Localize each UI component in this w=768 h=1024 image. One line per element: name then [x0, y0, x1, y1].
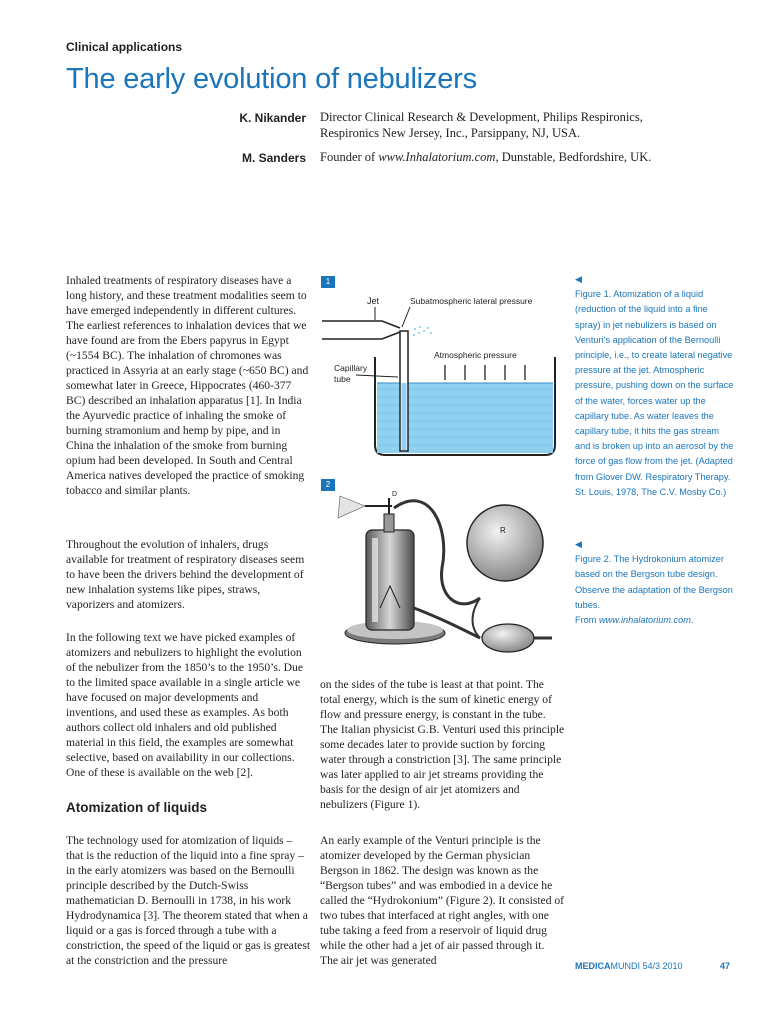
label-tube: tube — [334, 374, 351, 384]
author-affiliation-1 — [320, 109, 680, 141]
article-title: The early evolution of nebulizers — [66, 63, 477, 95]
page-number: 47 — [720, 961, 731, 971]
lateral-pressure-pointer — [402, 307, 410, 327]
caption-text: Figure 1. Atomization of a liquid (reduction of the liquid into a fine spray) in jet nebulizers is based on Venturi’s application of the Bernoulli principle, i.e., to create lateral negative pressure at the jet. Atmospheric pressure, pushing down on the surface of the water, forces water up the capillary tube. As water leaves the capillary tube, it hits the gas stream and is broken up into an aerosol by the force of gas flow from the jet. (Adapted from Glover DW. Respiratory Therapy. St. Louis, 1978, The C.V. Mosby Co.) — [575, 289, 734, 497]
body-paragraph: Inhaled treatments of respiratory diseases have a long history, and these treatment modalities seem to have emerged independently in different cultures. The earliest references to inhalation devices that we have found are from the Ebers papyrus in Egypt (~1554 BC). The inhalation of chromones was practiced in Assyria at an early stage (~650 BC) and somewhat later in Greece, Hippocrates (460-377 BC) described an inhalation apparatus [1]. In India the Ayurvedic practice of inhaling the smoke of burning stramonium and hemp by pipe, and in China the inhalation of the smoke from burning opium had been developed. In South and Central America natives developed the practice of smoking tobacco and similar plants. — [66, 274, 309, 497]
bottle-highlight — [372, 538, 378, 622]
author-name-1: K. Nikander — [239, 111, 306, 125]
body-paragraph: Throughout the evolution of inhalers, drugs available for treatment of respiratory diseases seem to have been the drivers behind the development of new inhalation systems like pipes, straws, vaporizers and atomizers. — [66, 538, 305, 611]
reservoir-balloon — [467, 505, 543, 581]
body-paragraph: The technology used for atomization of liquids – that is the reduction of the liquid into a fine spray – in the early atomizers was based on the Bernoulli principle described by the Dutch-Swiss mathematician D. Bernoulli in 1738, in his work Hydrodynamica [3]. The theorem stated that when a liquid or a gas is forced through a tube with a constriction, the speed of the liquid or gas is greatest at the constriction and the pressure — [66, 834, 311, 967]
website-link[interactable]: www.Inhalatorium.com — [378, 150, 496, 164]
left-triangle-icon: ◀ — [575, 274, 582, 284]
label-atmospheric: Atmospheric pressure — [434, 350, 517, 360]
caption-text: Figure 2. The Hydrokonium atomizer based on the Bergson tube design. Observe the adaptation of the Bergson tubes. — [575, 554, 733, 610]
author-name-2: M. Sanders — [241, 151, 306, 165]
hand-bulb — [482, 624, 534, 652]
section-heading: Atomization of liquids — [66, 800, 207, 815]
figure-2-number-tag: 2 — [321, 479, 335, 491]
capillary-pointer — [356, 375, 398, 377]
affiliation-text: Founder of — [320, 150, 379, 164]
caption-link[interactable]: www.inhalatorium.com — [599, 615, 691, 626]
journal-issue: MUNDI 54/3 2010 — [610, 961, 683, 971]
affiliation-line: Respironics New Jersey, Inc., Parsippany, NJ, USA. — [320, 126, 581, 140]
label-capillary: Capillary — [334, 363, 368, 373]
capillary-water — [402, 383, 407, 450]
body-paragraph: In the following text we have picked examples of atomizers and nebulizers to highlight the evolution of the nebulizer from the 1850’s to the 1950’s. Due to the limited space available in a single article we have focused on major developments and inventions, and used these as examples. As both authors collect old inhalers and old published material in this field, the examples are somewhat selective, based on availability in our collections. One of these is available on the web [2]. — [66, 631, 303, 779]
figure-1-number-tag: 1 — [321, 276, 335, 288]
pressure-arrows — [445, 365, 525, 380]
spray-cone — [338, 496, 365, 518]
label-r: R — [500, 526, 506, 535]
figure-2-illustration — [320, 488, 570, 668]
hose-link — [473, 598, 481, 638]
section-label: Clinical applications — [66, 40, 183, 54]
author-affiliation-2 — [320, 149, 680, 165]
body-paragraph: An early example of the Venturi principle is the atomizer developed by the German physician Bergson in 1862. The design was known as the “Bergson tubes” and was embodied in a device he called the “Hydrokonium” (Figure 2). It consisted of two tubes that interfaced at right angles, with one tube taking a feed from a reservoir of liquid drug while the other had a jet of air passed through it. The air jet was generated — [320, 834, 565, 967]
bottle-cap — [384, 514, 394, 532]
caption-text: From — [575, 615, 599, 626]
left-triangle-icon: ◀ — [575, 539, 582, 549]
affiliation-line: Director Clinical Research & Development, Philips Respironics, — [320, 110, 643, 124]
figure-1-diagram — [320, 285, 570, 465]
label-subatmospheric: Subatmospheric lateral pressure — [410, 296, 533, 306]
jet-tube-top — [322, 321, 400, 328]
spray-dots — [413, 326, 432, 336]
body-paragraph: on the sides of the tube is least at that point. The total energy, which is the sum of kinetic energy of flow and pressure energy, is constant in the tube. The Italian physicist G.B. Venturi used this principle some decades later to provide suction by forcing water through a constriction [3]. The same principle was later applied to air jet streams providing the basis for the design of air jet atomizers and nebulizers (Figure 1). — [320, 678, 565, 811]
journal-name-bold: MEDICA — [575, 961, 611, 971]
caption-text: . — [690, 615, 694, 626]
figure-1-caption — [575, 272, 735, 500]
label-d: D — [392, 491, 398, 498]
journal-name — [575, 961, 683, 971]
label-jet: Jet — [367, 296, 380, 306]
jet-tube-bottom — [322, 332, 400, 339]
affiliation-text: , Dunstable, Bedfordshire, UK. — [495, 150, 652, 164]
figure-2-caption — [575, 537, 735, 628]
